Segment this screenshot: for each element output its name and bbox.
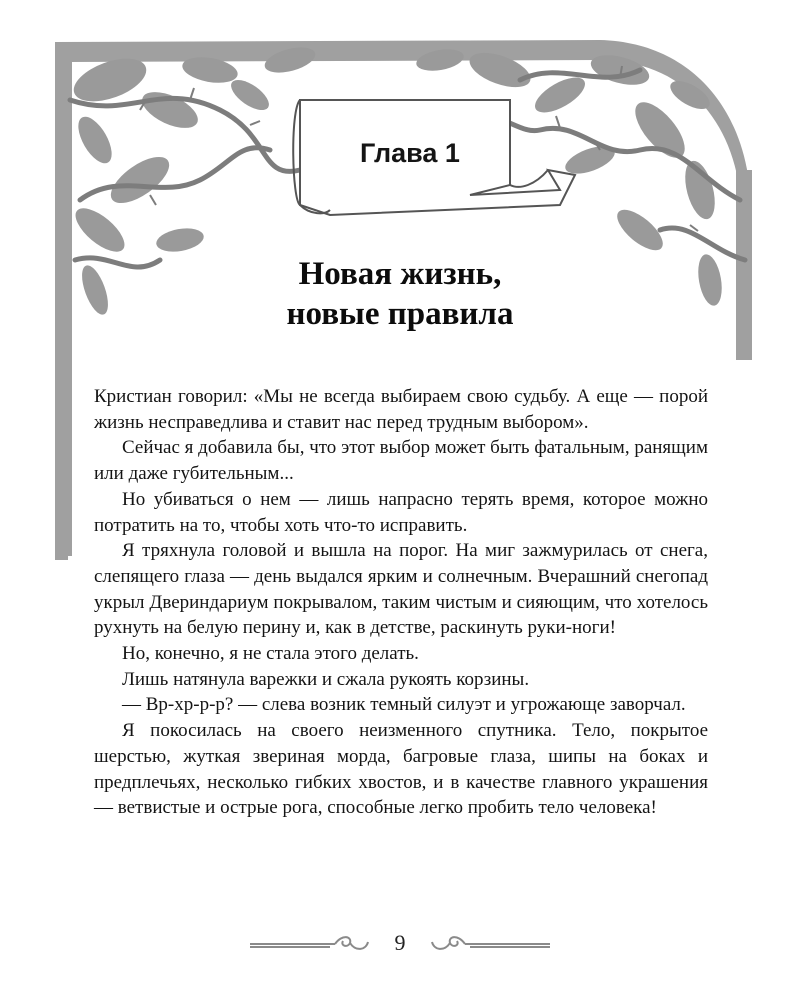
paragraph: Но убиваться о нем — лишь напрасно терять время, которое можно потратить на то, чтобы хоть что-то исправить. <box>94 488 708 536</box>
paragraph: Но, конечно, я не стала этого делать. <box>122 643 419 665</box>
chapter-title-line-2: новые правила <box>286 296 514 332</box>
paragraph: Кристиан говорил: «Мы не всегда выбираем свою судьбу. А еще — порой жизнь несправедлива и ставит нас перед трудным выбором». <box>94 386 708 433</box>
paragraph: — Вр-хр-р-р? — слева возник темный силуэт и угрожающе заворчал. <box>122 694 686 716</box>
body-text <box>94 384 708 821</box>
chapter-label: Глава 1 <box>360 138 460 168</box>
paragraph: Сейчас я добавила бы, что этот выбор может быть фатальным, ранящим или даже губительным... <box>94 437 708 485</box>
page-number: 9 <box>394 930 406 955</box>
paragraph: Я тряхнула головой и вышла на порог. На миг зажмурилась от снега, слепящего глаза — день выдался ярким и солнечным. Вчерашний снегопад укрыл Двериндариум покрывалом, таким чистым и сияющим, что хотелось рухнуть на белую перину и, как в детстве, раскинуть руки-ноги! <box>94 540 708 639</box>
paragraph: Лишь натянула варежки и сжала рукоять корзины. <box>122 668 530 690</box>
chapter-title <box>150 254 650 334</box>
chapter-title-line-1: Новая жизнь, <box>298 256 502 292</box>
paragraph: Я покосилась на своего неизменного спутника. Тело, покрытое шерстью, жуткая звериная морда, багровые глаза, шипы на боках и предплечьях, несколько гибких хвостов, и в качестве главного украшения — ветвистые и острые рога, способные легко пробить тело человека! <box>94 720 708 819</box>
